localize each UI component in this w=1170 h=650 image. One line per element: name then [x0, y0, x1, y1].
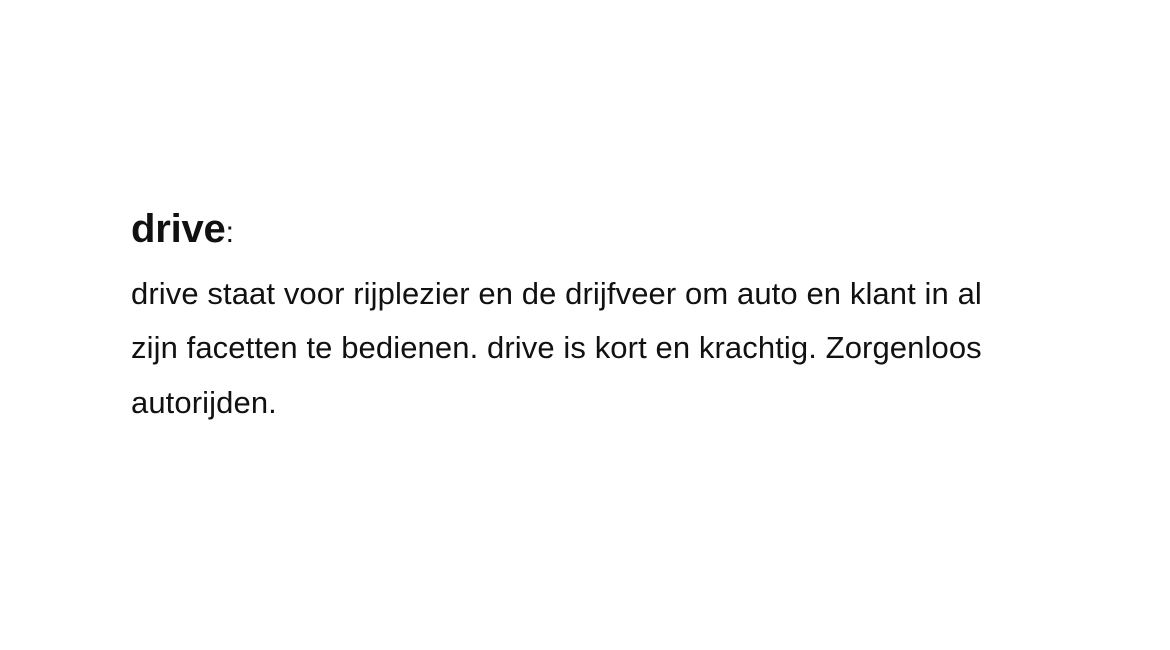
term-text: drive — [131, 207, 226, 251]
term-heading — [131, 205, 1031, 253]
definition-block — [131, 205, 1031, 430]
term-separator: : — [225, 216, 234, 249]
definition-text: drive staat voor rijplezier en de drijfveer om auto en klant in al zijn facetten te bedienen. drive is kort en krachtig. Zorgenloos autorijden. — [131, 276, 982, 420]
